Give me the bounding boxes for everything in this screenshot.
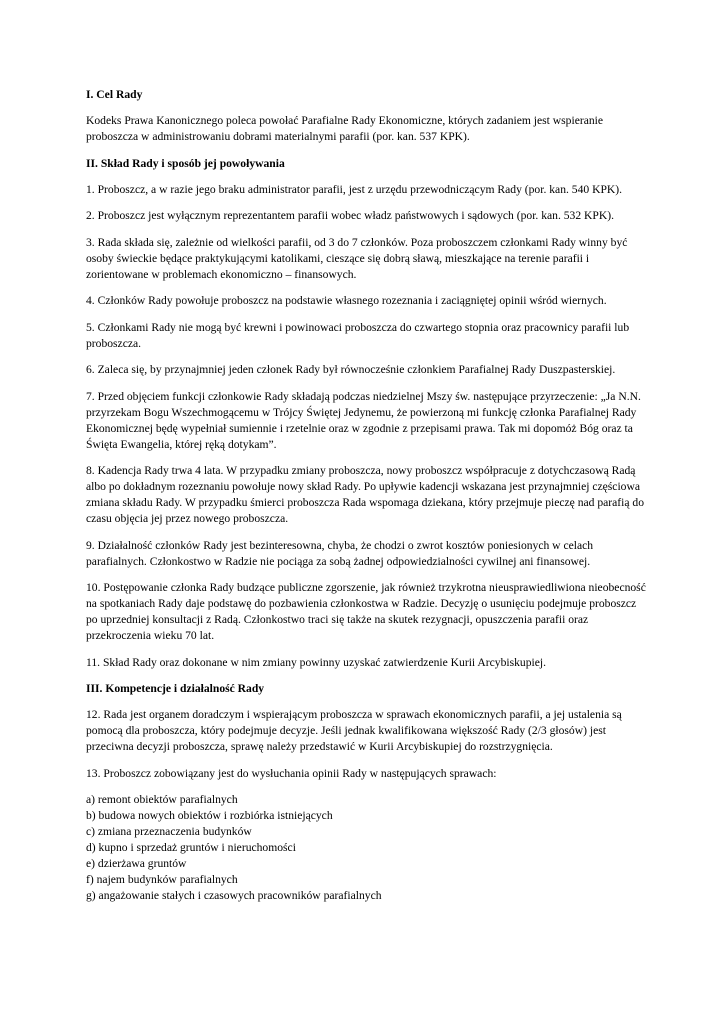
paragraph-9: 9. Działalność członków Rady jest bezinteresowna, chyba, że chodzi o zwrot kosztów poniesionych w celach parafialnych. Członkostwo w Radzie nie pociąga za sobą żadnej odpowiedzialności cywilnej ani finansowej. — [86, 538, 594, 568]
list-item: f) najem budynków parafialnych — [86, 873, 238, 886]
paragraph-6: 6. Zaleca się, by przynajmniej jeden członek Rady był równocześnie członkiem Parafialnej Rady Duszpasterskiej. — [86, 363, 616, 376]
paragraph-11: 11. Skład Rady oraz dokonane w nim zmiany powinny uzyskać zatwierdzenie Kurii Arcybiskupiej. — [86, 655, 546, 669]
list-item: a) remont obiektów parafialnych — [86, 793, 238, 806]
paragraph-5: 5. Członkami Rady nie mogą być krewni i powinowaci proboszcza do czwartego stopnia oraz pracownicy parafii lub proboszcza. — [86, 320, 630, 350]
paragraph-12: 12. Rada jest organem doradczym i wspierającym proboszcza w sprawach ekonomicznych parafii, a jej ustalenia są pomocą dla proboszcza, który podejmuje decyzje. Jeśli jednak kwalifikowana większość Rady (2/3 głosów) jest przeciwna decyzji proboszcza, sprawę należy przedstawić w Kurii Arcybiskupiej do rozstrzygnięcia. — [86, 708, 622, 753]
paragraph-3: 3. Rada składa się, zależnie od wielkości parafii, od 3 do 7 członków. Poza proboszczem członkami Rady winny być osoby świeckie będące praktykującymi katolikami, cieszące się dobrą sławą, mieszkające na terenie parafii i zorientowane w problemach ekonomiczno – finansowych. — [86, 235, 628, 281]
list-item: g) angażowanie stałych i czasowych pracowników parafialnych — [86, 889, 382, 902]
section-heading-kompetencje: III. Kompetencje i działalność Rady — [86, 682, 265, 695]
list-item: c) zmiana przeznaczenia budynków — [86, 825, 252, 838]
paragraph-7: 7. Przed objęciem funkcji członkowie Rady składają podczas niedzielnej Mszy św. następujące przyrzeczenie: „Ja N.N. przyrzekam Bogu Wszechmogącemu w Trójcy Świętej Jedynemu, że powierzoną mi funkcję członka Parafialnej Rady Ekonomicznej będę wypełniał sumiennie i rzetelnie oraz w zgodnie z przepisami prawa. Tak mi dopomóż Bóg oraz ta Święta Ewangelia, której ręką dotykam”. — [86, 389, 641, 451]
section-heading-cel-rady: I. Cel Rady — [86, 88, 143, 101]
matters-list — [86, 792, 646, 904]
paragraph-1: 1. Proboszcz, a w razie jego braku administrator parafii, jest z urzędu przewodniczącym Rady (por. kan. 540 KPK). — [86, 182, 623, 196]
paragraph-10: 10. Postępowanie członka Rady budzące publiczne zgorszenie, jak również trzykrotna nieusprawiedliwiona nieobecność na spotkaniach Rady daje podstawę do pozbawienia członkostwa w Radzie. Decyzję o usunięciu podejmuje proboszcz po uprzedniej konsultacji z Radą. Członkostwo traci się także na skutek rezygnacji, opuszczenia parafii oraz przekroczenia wieku 70 lat. — [86, 581, 646, 642]
paragraph-intro: Kodeks Prawa Kanonicznego poleca powołać Parafialne Rady Ekonomiczne, których zadaniem jest wspieranie proboszcza w administrowaniu dobrami materialnymi parafii (por. kan. 537 KPK). — [86, 114, 604, 143]
section-heading-sklad-rady: II. Skład Rady i sposób jej powoływania — [86, 156, 285, 170]
paragraph-8: 8. Kadencja Rady trwa 4 lata. W przypadku zmiany proboszcza, nowy proboszcz współpracuje z dotychczasową Radą albo po dokładnym rozeznaniu powołuje nowy skład Rady. Po upływie kadencji wskazana jest przynajmniej częściowa zmiana składu Rady. W przypadku śmierci proboszcza Rada wspomaga dziekana, który przejmuje pieczę nad parafią do czasu objęcia jej przez nowego proboszcza. — [86, 464, 644, 525]
list-item: d) kupno i sprzedaż gruntów i nieruchomości — [86, 841, 296, 854]
document-page — [86, 87, 646, 904]
paragraph-13: 13. Proboszcz zobowiązany jest do wysłuchania opinii Rady w następujących sprawach: — [86, 766, 497, 780]
list-item: b) budowa nowych obiektów i rozbiórka istniejących — [86, 809, 333, 822]
list-item: e) dzierżawa gruntów — [86, 857, 187, 870]
paragraph-2: 2. Proboszcz jest wyłącznym reprezentantem parafii wobec władz państwowych i sądowych (por. kan. 532 KPK). — [86, 209, 614, 222]
paragraph-4: 4. Członków Rady powołuje proboszcz na podstawie własnego rozeznania i zaciągniętej opinii wśród wiernych. — [86, 294, 607, 307]
